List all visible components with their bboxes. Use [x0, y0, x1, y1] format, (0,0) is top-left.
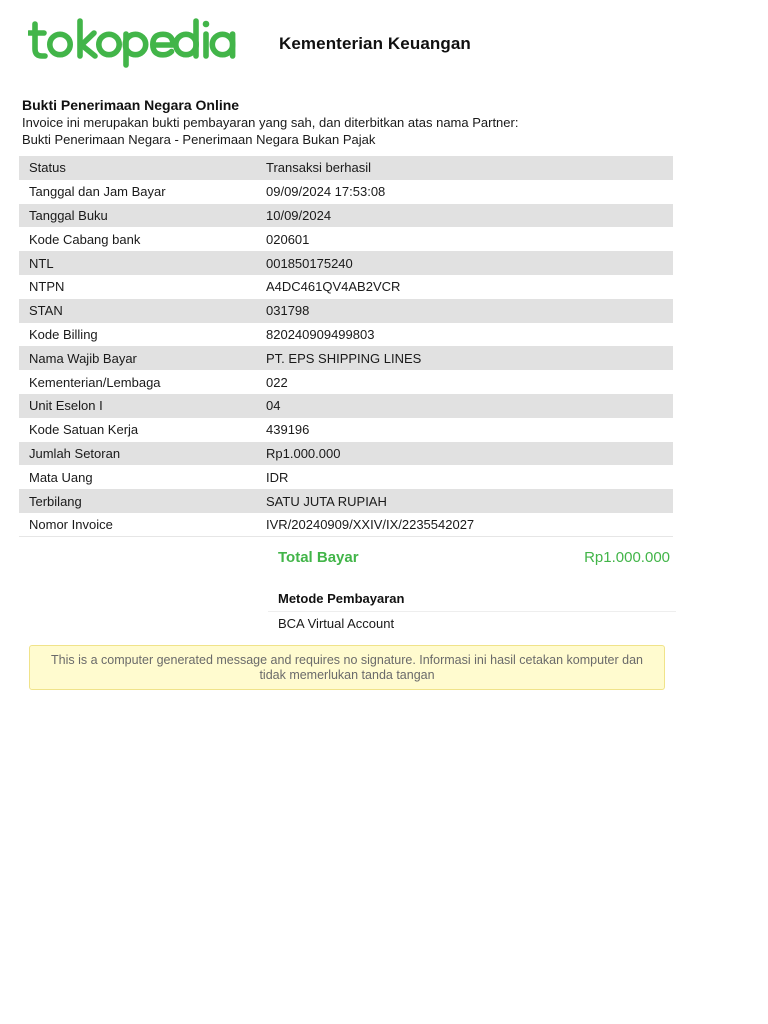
table-row — [19, 227, 673, 251]
table-row — [19, 394, 673, 418]
row-value: PT. EPS SHIPPING LINES — [266, 350, 422, 366]
table-row — [19, 299, 673, 323]
row-label: Kementerian/Lembaga — [29, 374, 161, 390]
row-label: Kode Billing — [29, 326, 98, 342]
row-value: IDR — [266, 469, 289, 485]
document-title: Bukti Penerimaan Negara Online — [22, 97, 240, 113]
row-value: Rp1.000.000 — [266, 445, 341, 461]
table-row — [19, 275, 673, 299]
row-label: Nama Wajib Bayar — [29, 350, 137, 366]
table-row — [19, 346, 673, 370]
table-row — [19, 180, 673, 204]
header — [0, 0, 768, 80]
total-amount: Rp1.000.000 — [584, 549, 670, 566]
row-label: Jumlah Setoran — [29, 445, 121, 461]
row-label: Mata Uang — [29, 469, 93, 485]
table-row — [19, 204, 673, 228]
table-row — [19, 489, 673, 513]
row-label: Nomor Invoice — [29, 517, 113, 533]
payment-method-divider — [268, 611, 676, 612]
table-row — [19, 513, 673, 537]
row-value: Transaksi berhasil — [266, 160, 372, 176]
table-row — [19, 323, 673, 347]
intro-description: Invoice ini merupakan bukti pembayaran yang sah, dan diterbitkan atas nama Partner: — [22, 115, 519, 130]
intro-section — [22, 96, 682, 148]
row-value: 031798 — [266, 303, 310, 319]
row-value: 10/09/2024 — [266, 207, 332, 223]
notice-banner: This is a computer generated message and requires no signature. Informasi ini hasil cetakan komputer dan tidak memerlukan tanda tangan — [29, 645, 665, 690]
row-label: NTL — [29, 255, 54, 271]
row-value: 439196 — [266, 422, 310, 438]
row-value: 022 — [266, 374, 288, 390]
row-value: 820240909499803 — [266, 326, 375, 342]
row-value: 001850175240 — [266, 255, 353, 271]
row-label: Kode Satuan Kerja — [29, 422, 139, 438]
table-row — [19, 370, 673, 394]
row-value: 09/09/2024 17:53:08 — [266, 184, 386, 200]
payment-method-title: Metode Pembayaran — [278, 591, 405, 606]
table-row — [19, 251, 673, 275]
row-value: 020601 — [266, 231, 310, 247]
row-label: STAN — [29, 303, 63, 319]
table-divider — [19, 536, 673, 537]
table-row — [19, 465, 673, 489]
row-label: Unit Eselon I — [29, 398, 103, 414]
issuer-name: Kementerian Keuangan — [279, 34, 471, 53]
tokopedia-logo — [28, 16, 238, 68]
details-table — [19, 156, 673, 537]
row-label: Tanggal Buku — [29, 207, 108, 223]
row-label: Status — [29, 160, 66, 176]
row-value: 04 — [266, 398, 281, 414]
row-value: IVR/20240909/XXIV/IX/2235542027 — [266, 517, 475, 533]
row-label: Terbilang — [29, 493, 82, 509]
row-value: A4DC461QV4AB2VCR — [266, 279, 401, 295]
total-label: Total Bayar — [278, 549, 359, 566]
row-label: NTPN — [29, 279, 65, 295]
row-label: Kode Cabang bank — [29, 231, 141, 247]
table-row — [19, 156, 673, 180]
table-row — [19, 442, 673, 466]
table-row — [19, 418, 673, 442]
row-value: SATU JUTA RUPIAH — [266, 493, 387, 509]
intro-partner: Bukti Penerimaan Negara - Penerimaan Negara Bukan Pajak — [22, 132, 376, 147]
payment-method-value: BCA Virtual Account — [278, 616, 395, 631]
row-label: Tanggal dan Jam Bayar — [29, 184, 166, 200]
